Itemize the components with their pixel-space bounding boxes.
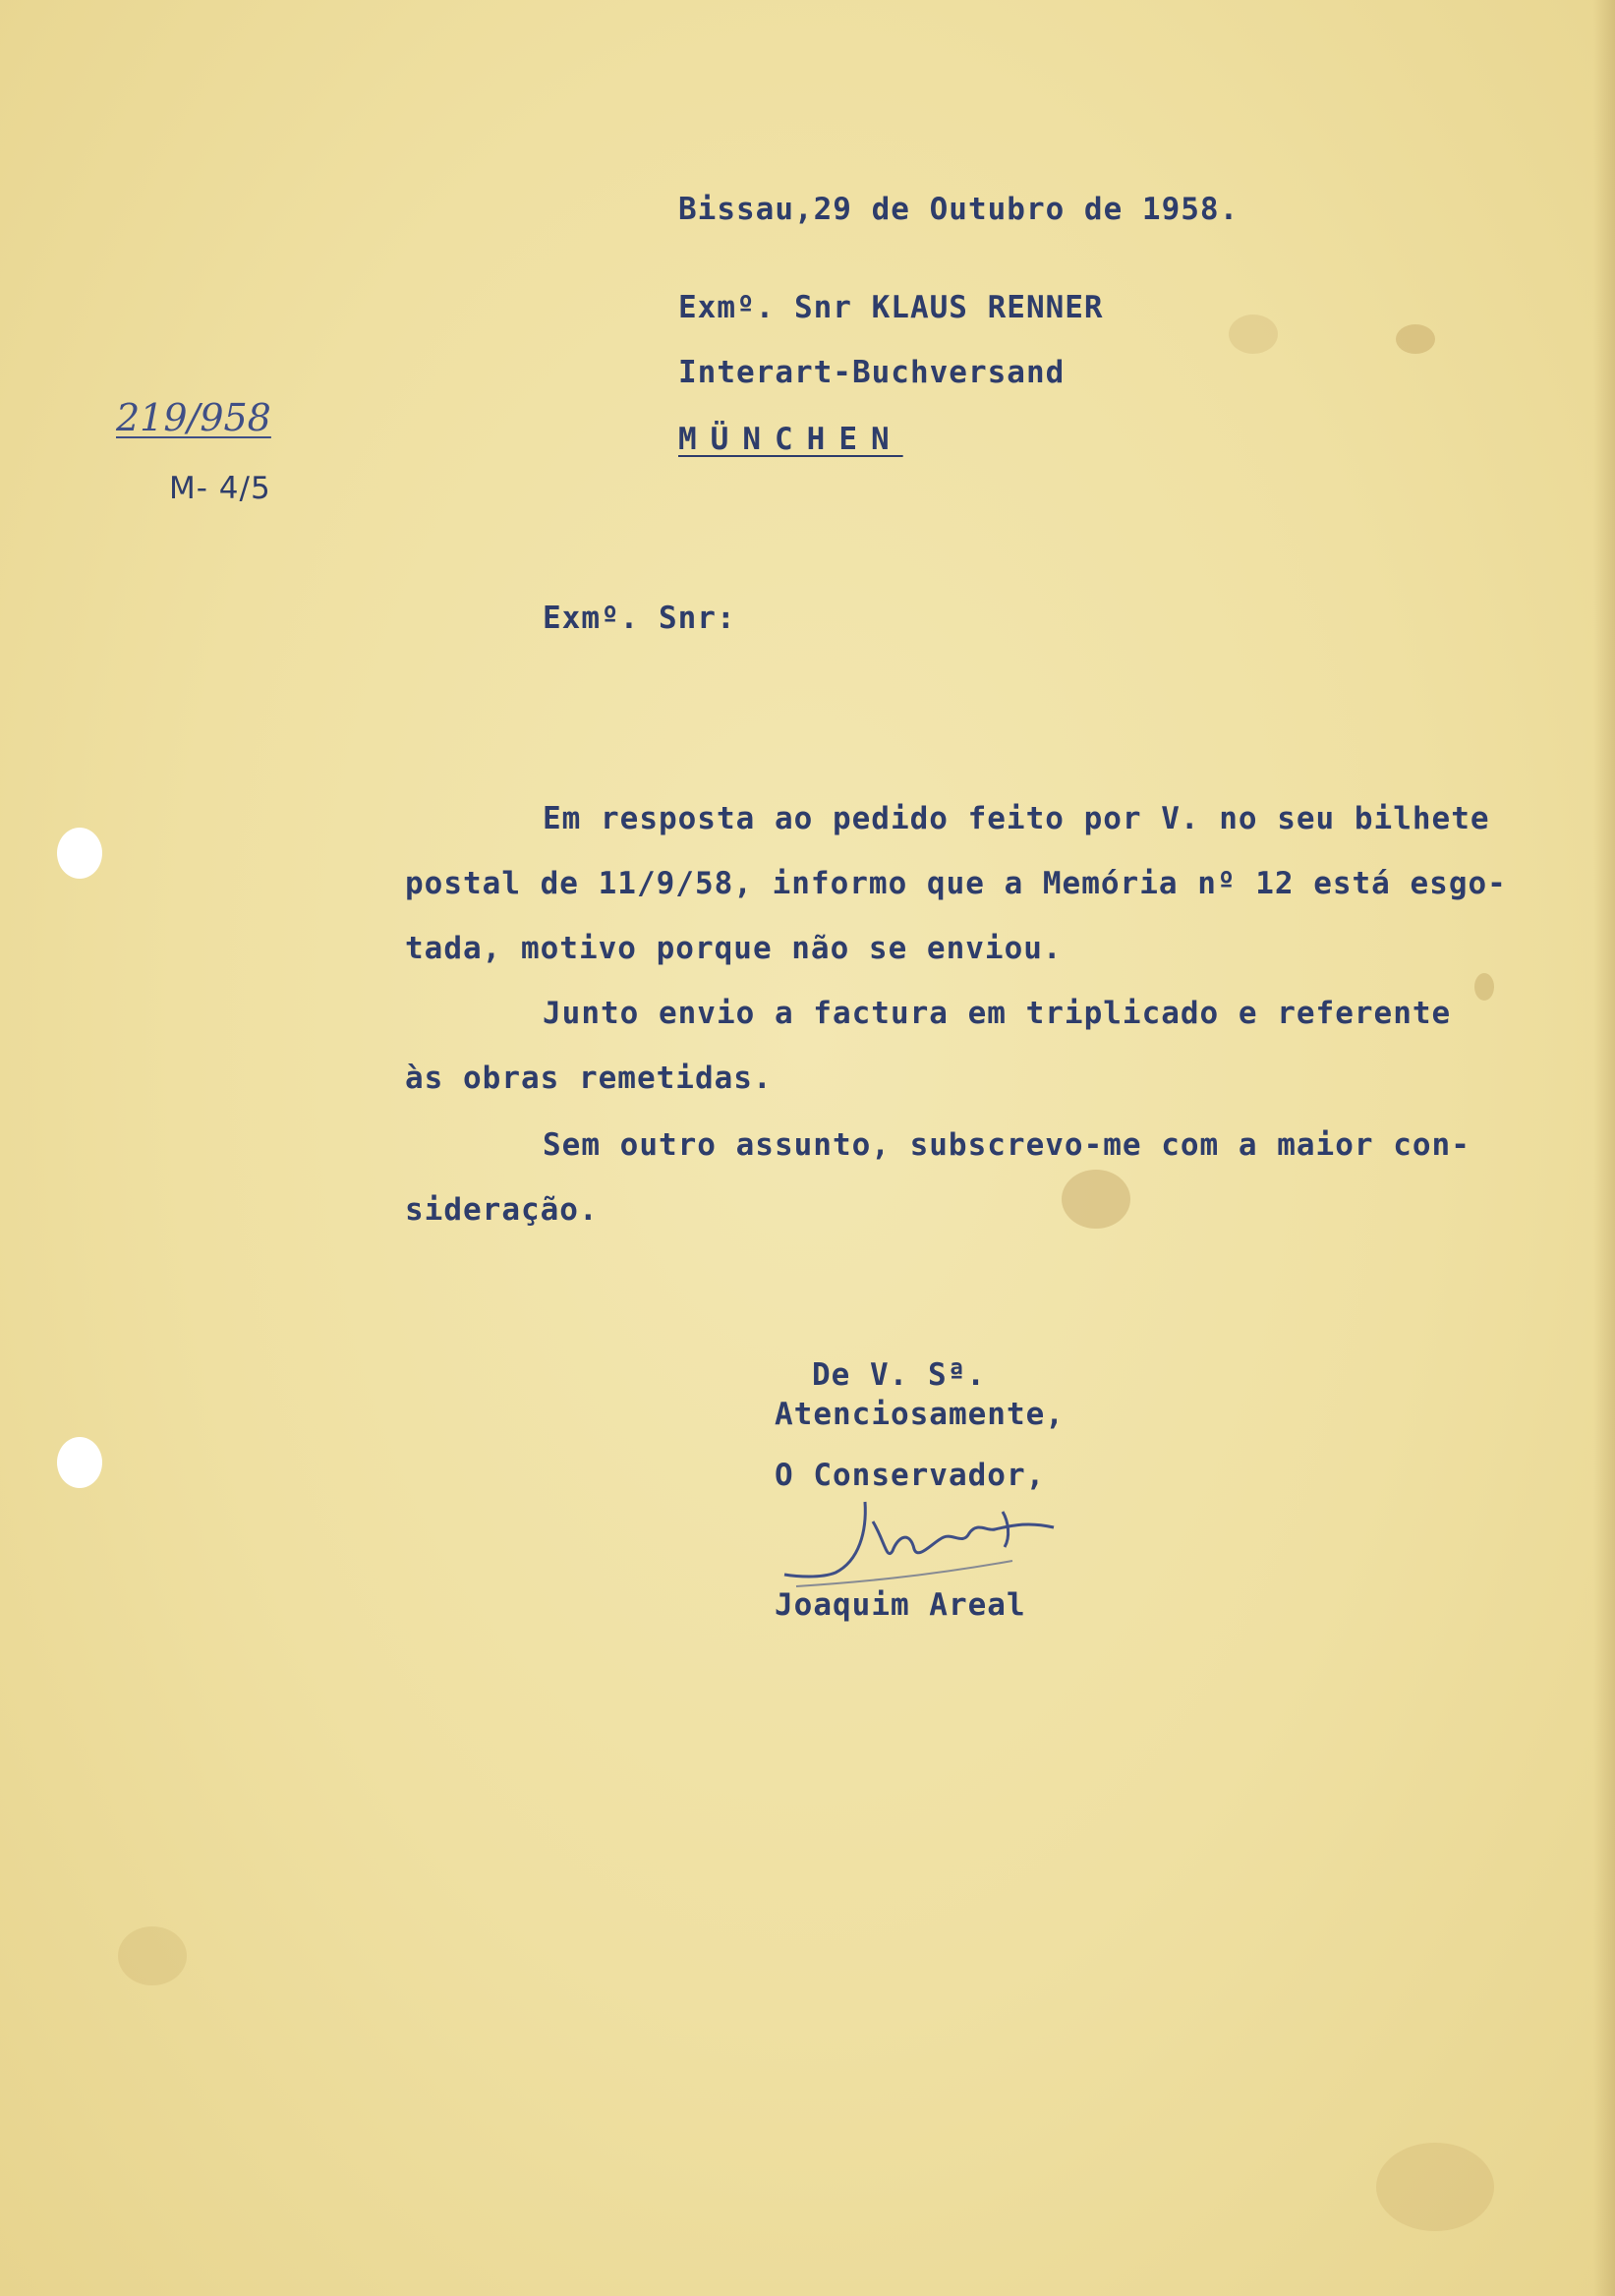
stain-spot bbox=[118, 1926, 187, 1985]
body-line: às obras remetidas. bbox=[405, 1061, 773, 1096]
body-line: postal de 11/9/58, informo que a Memória nº 12 está esgo- bbox=[405, 866, 1507, 901]
recipient-city: MÜNCHEN bbox=[678, 422, 903, 457]
punch-hole-top bbox=[57, 828, 102, 879]
stain-spot bbox=[1229, 315, 1278, 354]
stain-spot bbox=[1474, 973, 1494, 1001]
reference-number: 219/958 bbox=[116, 396, 271, 439]
signatory-role: O Conservador, bbox=[775, 1458, 1046, 1493]
recipient-title: Exmº. Snr KLAUS RENNER bbox=[678, 290, 1104, 325]
closing-line-2: Atenciosamente, bbox=[775, 1397, 1065, 1432]
paper-edge-shadow bbox=[1593, 0, 1615, 2296]
body-line: tada, motivo porque não se enviou. bbox=[405, 931, 1063, 966]
handwritten-signature bbox=[777, 1492, 1071, 1600]
punch-hole-bottom bbox=[57, 1437, 102, 1488]
stain-spot bbox=[1062, 1170, 1130, 1229]
recipient-company: Interart-Buchversand bbox=[678, 355, 1066, 390]
stain-spot bbox=[1396, 324, 1435, 354]
reference-code: M- 4/5 bbox=[169, 471, 271, 506]
signatory-name: Joaquim Areal bbox=[775, 1587, 1026, 1623]
body-line: Junto envio a factura em triplicado e referente bbox=[543, 996, 1452, 1031]
body-line: Em resposta ao pedido feito por V. no seu bilhete bbox=[543, 801, 1490, 836]
stain-spot bbox=[1376, 2143, 1494, 2231]
salutation: Exmº. Snr: bbox=[543, 601, 736, 636]
date-line: Bissau,29 de Outubro de 1958. bbox=[678, 192, 1240, 227]
closing-line-1: De V. Sª. bbox=[812, 1357, 986, 1393]
body-line: Sem outro assunto, subscrevo-me com a maior con- bbox=[543, 1127, 1471, 1163]
body-line: sideração. bbox=[405, 1192, 599, 1228]
